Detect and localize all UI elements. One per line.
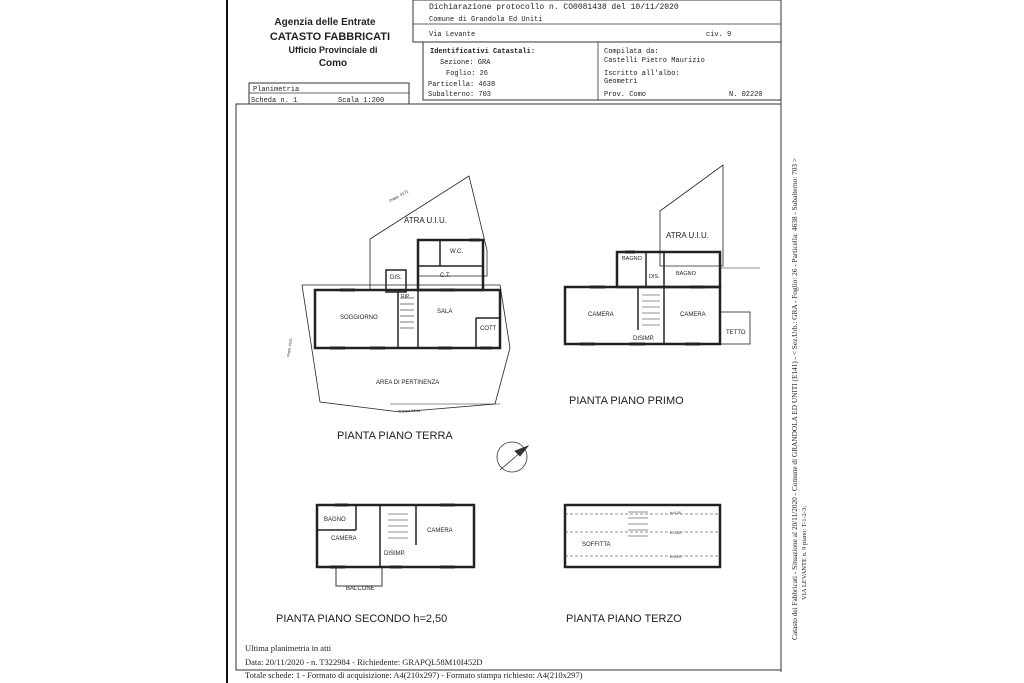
compiler-iscritto: Iscritto all'albo:	[604, 70, 680, 78]
north-arrow-icon	[497, 442, 528, 472]
footer-totale: Totale schede: 1 - Formato di acquisizione: A4(210x297) - Formato stampa richiesto: A4(210x297)	[245, 670, 583, 680]
room-area-pertinenza: AREA DI PERTINENZA	[376, 380, 440, 386]
room-balcone: BALCONE	[346, 586, 375, 592]
room-atra-primo: ATRA U.I.U.	[666, 231, 709, 240]
via-text: Via Levante	[429, 31, 476, 39]
room-sala: SALA	[437, 309, 453, 315]
title-piano-secondo: PIANTA PIANO SECONDO h=2,50	[276, 613, 448, 625]
room-camera-secondo-1: CAMERA	[331, 536, 357, 542]
room-dis-terra: DIS.	[390, 275, 402, 281]
subalterno-text: Subalterno: 703	[428, 91, 492, 99]
room-soggiorno: SOGGIORNO	[340, 315, 378, 321]
svg-text:h=1,50: h=1,50	[670, 531, 681, 535]
plan-piano-terzo	[565, 505, 720, 567]
title-piano-primo: PIANTA PIANO PRIMO	[569, 395, 684, 407]
room-camera-primo-2: CAMERA	[680, 312, 706, 318]
foglio-text: Foglio: 26	[446, 70, 489, 78]
room-atra-terra: ATRA U.I.U.	[404, 216, 447, 225]
title-piano-terra: PIANTA PIANO TERRA	[337, 430, 453, 442]
room-wc: W.C.	[450, 249, 463, 255]
room-tetto: TETTO	[726, 330, 746, 336]
scheda-label: Scheda n. 1	[251, 97, 298, 105]
svg-text:h=0,00: h=0,00	[670, 555, 681, 559]
protocol-text: Dichiarazione protocollo n. CO0081438 del 10/11/2020	[429, 3, 679, 12]
room-camera-secondo-2: CAMERA	[427, 528, 453, 534]
compiler-prov: Prov. Como	[604, 91, 647, 99]
civico-text: civ. 9	[706, 31, 732, 39]
svg-text:h=0,00: h=0,00	[670, 511, 681, 515]
room-bagno-primo-2: BAGNO	[676, 271, 696, 277]
side-info-line-1: Catasto dei Fabbricati - Situazione al 20/11/2020 - Comune di GRANDOLA ED UNITI (E141) - < Sez.Urb.: GRA - Foglio: 26 - Particella: 4638 - Subalterno: 703 >	[790, 158, 799, 640]
room-camera-primo-1: CAMERA	[588, 312, 614, 318]
sezione-text: Sezione: GRA	[440, 59, 491, 67]
compiler-albo: Geometri	[604, 78, 638, 86]
room-bagno-secondo: BAGNO	[324, 517, 346, 523]
footer-ultima: Ultima planimetria in atti	[245, 643, 332, 653]
room-disimp-primo: DISIMP.	[633, 336, 655, 342]
agency-line-2: CATASTO FABBRICATI	[269, 31, 391, 43]
scala-label: Scala 1:200	[338, 97, 385, 105]
side-info-line-2: VIA LEVANTE n. 9 piano: T-1-2-3;	[801, 505, 808, 600]
room-disimp-secondo: DISIMP.	[384, 551, 406, 557]
room-rip: RIP.	[401, 294, 411, 300]
agency-line-3: Ufficio Provinciale di	[288, 45, 378, 55]
compiler-numero: N. 02220	[729, 91, 763, 99]
planimetria-label: Planimetria	[253, 86, 300, 94]
comune-text: Comune di Grandola Ed Uniti	[429, 16, 543, 24]
particella-text: Particella: 4638	[428, 81, 496, 89]
room-bagno-primo-1: BAGNO	[622, 256, 642, 262]
room-cott: COTT	[480, 326, 497, 332]
room-ct: C.T.	[440, 273, 451, 279]
identifiers-title: Identificativi Catastali:	[430, 48, 536, 56]
room-dis-primo: DIS.	[649, 274, 660, 280]
agency-line-4: Como	[318, 58, 348, 69]
svg-text:mappa 5644: mappa 5644	[398, 408, 421, 413]
svg-text:mapp. 4171: mapp. 4171	[388, 188, 410, 203]
footer-data: Data: 20/11/2020 - n. T322984 - Richiedente: GRAPQL58M10I452D	[245, 657, 483, 667]
agency-line-1: Agenzia delle Entrate	[274, 17, 376, 28]
room-soffitta: SOFFITTA	[582, 542, 611, 548]
plan-piano-terra	[286, 176, 510, 413]
title-piano-terzo: PIANTA PIANO TERZO	[566, 613, 682, 625]
compiler-title: Compilata da:	[604, 48, 659, 56]
svg-text:mapp. 4570: mapp. 4570	[286, 338, 294, 358]
compiler-name: Castelli Pietro Maurizio	[604, 57, 705, 65]
